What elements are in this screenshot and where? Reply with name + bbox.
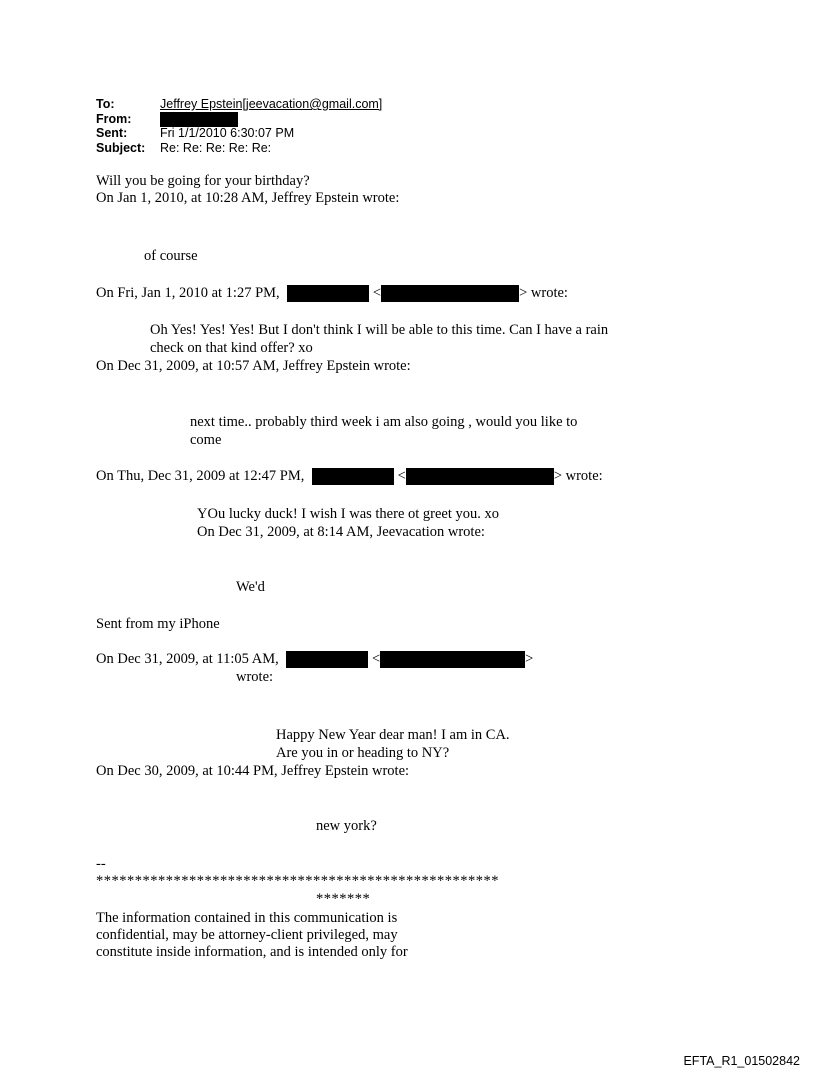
body-line: Will you be going for your birthday? (96, 173, 310, 189)
subject-row (96, 141, 382, 156)
from-row (96, 112, 382, 127)
body-line: of course (144, 248, 198, 264)
body-line: check on that kind offer? xo (150, 340, 313, 356)
redaction-box (160, 112, 238, 127)
disclaimer-line: constitute inside information, and is intended only for (96, 944, 408, 960)
lt-sign: < (397, 468, 406, 484)
redaction-box (406, 468, 554, 485)
redaction-box (381, 285, 519, 302)
sent-value: Fri 1/1/2010 6:30:07 PM (160, 126, 295, 140)
disclaimer-line: confidential, may be attorney-client privileged, may (96, 927, 398, 943)
body-line: wrote: (236, 669, 274, 685)
body-line: On Dec 31, 2009, at 8:14 AM, Jeevacation wrote: (197, 524, 485, 540)
body-line: On Dec 30, 2009, at 10:44 PM, Jeffrey Epstein wrote: (96, 763, 410, 779)
sent-label: Sent: (96, 126, 128, 140)
signature-dashes: -- (96, 856, 106, 872)
redaction-box (287, 285, 369, 302)
sent-row (96, 126, 382, 141)
body-line: We'd (236, 579, 265, 595)
gt-sign: > (525, 651, 534, 667)
redaction-box (286, 651, 368, 668)
body-line: On Dec 31, 2009, at 10:57 AM, Jeffrey Epstein wrote: (96, 358, 411, 374)
body-line: come (190, 432, 222, 448)
body-line: On Jan 1, 2010, at 10:28 AM, Jeffrey Epstein wrote: (96, 190, 400, 206)
quote-attribution (96, 468, 603, 485)
to-row (96, 97, 382, 112)
quote-attribution (96, 285, 568, 302)
document-id: EFTA_R1_01502842 (683, 1054, 800, 1068)
subject-value: Re: Re: Re: Re: Re: (160, 140, 272, 155)
body-line: YOu lucky duck! I wish I was there ot greet you. xo (197, 506, 500, 522)
lt-sign: < (371, 651, 381, 667)
attribution-suffix: > wrote: (519, 285, 568, 301)
disclaimer-line: The information contained in this communication is (96, 910, 398, 926)
lt-sign: < (372, 285, 382, 301)
body-line: Are you in or heading to NY? (276, 745, 450, 761)
attribution-text: On Dec 31, 2009, at 11:05 AM, (96, 651, 279, 667)
body-line: next time.. probably third week i am also going , would you like to (190, 414, 578, 430)
to-label: To: (96, 97, 115, 111)
subject-label: Subject: (96, 140, 146, 155)
from-label: From: (96, 111, 132, 126)
body-line: Sent from my iPhone (96, 616, 220, 632)
to-value: Jeffrey Epstein[jeevacation@gmail.com] (160, 97, 383, 111)
email-header (96, 97, 382, 155)
body-line: Happy New Year dear man! I am in CA. (276, 727, 510, 743)
redaction-box (380, 651, 525, 668)
body-line: new york? (316, 818, 377, 834)
signature-stars: ******* (316, 891, 371, 907)
attribution-text: On Fri, Jan 1, 2010 at 1:27 PM, (96, 285, 280, 301)
quote-attribution (96, 651, 533, 668)
attribution-text: On Thu, Dec 31, 2009 at 12:47 PM, (96, 468, 305, 484)
redaction-box (312, 468, 394, 485)
attribution-suffix: > wrote: (553, 468, 603, 484)
body-line: Oh Yes! Yes! Yes! But I don't think I will be able to this time. Can I have a rain (150, 322, 609, 338)
signature-stars: **************************************************** (96, 873, 499, 889)
